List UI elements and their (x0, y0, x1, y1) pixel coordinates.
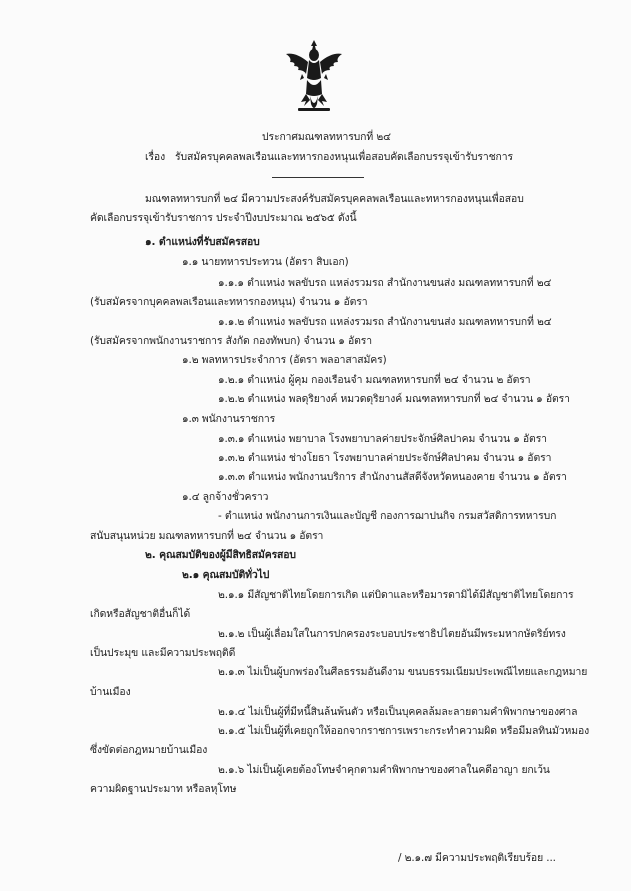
subject-text: รับสมัครบุคคลพลเรือนและทหารกองหนุนเพื่อสอบคัดเลือกบรรจุเข้ารับราชการ (175, 151, 513, 163)
document-title: ประกาศมณฑลทหารบกที่ ๒๔ (262, 131, 391, 143)
section-2-item: ความผิดฐานประมาท หรือลหุโทษ (90, 783, 237, 795)
section-1-heading: ๑. ตำแหน่งที่รับสมัครสอบ (145, 236, 260, 248)
section-1-item: ๑.๔ ลูกจ้างชั่วคราว (182, 491, 269, 503)
section-1-item: (รับสมัครจากบุคคลพลเรือนและทหารกองหนุน) จำนวน ๑ อัตรา (90, 296, 368, 308)
section-2-item: ๒.๑.๔ ไม่เป็นผู้ที่มีหนี้สินล้นพ้นตัว หรือเป็นบุคคลล้มละลายตามคำพิพากษาของศาล (218, 706, 578, 718)
intro-line-1: มณฑลทหารบกที่ ๒๔ มีความประสงค์รับสมัครบุคคลพลเรือนและทหารกองหนุนเพื่อสอบ (145, 193, 524, 205)
section-2-heading: ๒. คุณสมบัติของผู้มีสิทธิสมัครสอบ (145, 549, 296, 561)
section-1-item: ๑.๑.๑ ตำแหน่ง พลขับรถ แหล่งรวมรถ สำนักงานขนส่ง มณฑลทหารบกที่ ๒๔ (218, 277, 552, 289)
garuda-emblem-icon (284, 38, 344, 118)
section-2-subheading: ๒.๑ คุณสมบัติทั่วไป (182, 569, 270, 581)
section-1-item: (รับสมัครจากพนักงานราชการ สังกัด กองทัพบก) จำนวน ๑ อัตรา (90, 335, 372, 347)
section-2-item: ๒.๑.๖ ไม่เป็นผู้เคยต้องโทษจำคุกตามคำพิพากษาของศาลในคดีอาญา ยกเว้น (218, 764, 550, 776)
title-divider (272, 177, 364, 178)
section-2-item: เกิดหรือสัญชาติอื่นก็ได้ (90, 608, 191, 620)
section-1-item: ๑.๑ นายทหารประทวน (อัตรา สิบเอก) (182, 256, 349, 268)
section-1-item: - ตำแหน่ง พนักงานการเงินและบัญชี กองการฌาปนกิจ กรมสวัสดิการทหารบก (218, 510, 557, 522)
section-1-item: ๑.๓.๒ ตำแหน่ง ช่างโยธา โรงพยาบาลค่ายประจักษ์ศิลปาคม จำนวน ๑ อัตรา (218, 452, 552, 464)
section-1-item: ๑.๓.๓ ตำแหน่ง พนักงานบริการ สำนักงานสัสดีจังหวัดหนองคาย จำนวน ๑ อัตรา (218, 471, 567, 483)
section-1-item: ๑.๑.๒ ตำแหน่ง พลขับรถ แหล่งรวมรถ สำนักงานขนส่ง มณฑลทหารบกที่ ๒๔ (218, 316, 552, 328)
section-2-item: บ้านเมือง (90, 686, 131, 698)
section-1-item: ๑.๒.๒ ตำแหน่ง พลดุริยางค์ หมวดดุริยางค์ มณฑลทหารบกที่ ๒๔ จำนวน ๑ อัตรา (218, 393, 570, 405)
section-2-item: ๒.๑.๕ ไม่เป็นผู้ที่เคยถูกให้ออกจากราชการเพราะกระทำความผิด หรือมีมลทินมัวหมอง (218, 725, 590, 737)
continuation-note: / ๒.๑.๗ มีความประพฤติเรียบร้อย ... (398, 852, 556, 864)
section-2-item: เป็นประมุข และมีความประพฤติดี (90, 647, 236, 659)
section-1-item: ๑.๒.๑ ตำแหน่ง ผู้คุม กองเรือนจำ มณฑลทหารบกที่ ๒๔ จำนวน ๒ อัตรา (218, 374, 531, 386)
intro-line-2: คัดเลือกบรรจุเข้ารับราชการ ประจำปีงบประมาณ ๒๕๖๕ ดังนี้ (90, 212, 357, 224)
section-2-item: ๒.๑.๑ มีสัญชาติไทยโดยการเกิด แต่บิดาและหรือมารดามิได้มีสัญชาติไทยโดยการ (218, 589, 574, 601)
section-1-item: สนับสนุนหน่วย มณฑลทหารบกที่ ๒๔ จำนวน ๑ อัตรา (90, 530, 324, 542)
subject-label: เรื่อง (145, 151, 166, 163)
section-1-item: ๑.๓ พนักงานราชการ (182, 413, 276, 425)
section-2-item: ซึ่งขัดต่อกฎหมายบ้านเมือง (90, 744, 208, 756)
section-2-item: ๒.๑.๓ ไม่เป็นผู้บกพร่องในศีลธรรมอันดีงาม ขนบธรรมเนียมประเพณีไทยและกฎหมาย (218, 666, 588, 678)
section-2-item: ๒.๑.๒ เป็นผู้เลื่อมใสในการปกครองระบอบประชาธิปไตยอันมีพระมหากษัตริย์ทรง (218, 628, 566, 640)
section-1-item: ๑.๓.๑ ตำแหน่ง พยาบาล โรงพยาบาลค่ายประจักษ์ศิลปาคม จำนวน ๑ อัตรา (218, 433, 547, 445)
section-1-item: ๑.๒ พลทหารประจำการ (อัตรา พลอาสาสมัคร) (182, 354, 387, 366)
